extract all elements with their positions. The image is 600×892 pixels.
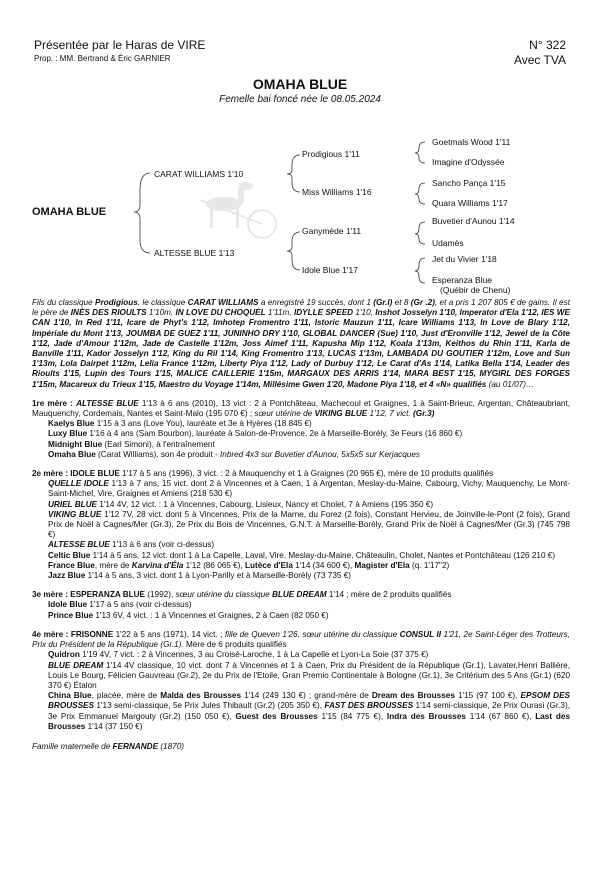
produce-item: Kaelys Blue 1'15 à 3 ans (Love You), lauréate et 3e à Hyères (18 845 €) xyxy=(48,419,312,429)
produce-item: Celtic Blue 1'14 à 5 ans, 12 vict. dont 1 à La Capelle, Laval, Vire, Meslay-du-Maine, Châteaulin, Cholet, Nantes et Pontchâteau (126 210 €) xyxy=(48,550,556,560)
pedigree-sire-sire: Prodigious 1'11 xyxy=(302,149,360,159)
produce-item: Idole Blue 1'17 à 5 ans (voir ci-dessus) xyxy=(48,600,192,610)
tax-info: Avec TVA xyxy=(513,53,566,67)
produce-item: France Blue, mère de Karvina d'Éla 1'12 (86 065 €), Lutèce d'Ela 1'14 (34 600 €), Magister d'Ela (q. 1'17"2) xyxy=(48,560,450,570)
pedigree-dam-dam: Idole Blue 1'17 xyxy=(302,265,358,275)
fourth-dam: 4e mère : FRISONNE 1'22 à 5 ans (1971), 14 vict. ; fille de Queven 1'26, sœur utérine du classique CONSUL II 1'21, 2e Saint-Léger des Trotteurs, Prix du Président de la République (Gr.1). Mère de 6 produits qualifiés xyxy=(32,629,570,650)
pedigree-dam: ALTESSE BLUE 1'13 xyxy=(154,248,235,258)
pedigree-ssd: Imagine d'Odyssée xyxy=(432,157,505,167)
pedigree-subject: OMAHA BLUE xyxy=(32,206,107,218)
produce-item: BLUE DREAM 1'14 4V classique, 10 vict. dont 7 à Vincennes et 1 à Caen, Prix du Président de la République (Gr.1), Lavater,Henri Ballière, Louis Le Bourg, Félicien Gauvreau (Gr.2), 2e du Prix de l'Etoile, Gran Premio Continentale à Bologne (Gr.1), 3e Critérium des 5 Ans (Gr.1) (620 370 €) Étalon xyxy=(48,660,570,690)
intro-paragraph: Fils du classique Prodigious, le classique CARAT WILLIAMS a enregistré 19 succès, dont 1 (Gr.I) et 8 (Gr .2), et a pris 1 207 805 € de gains. Il est le père de INÈS DES RIOULTS 1'10m, IN LOVE DU CHOQUEL 1'11m, IDYLLE SPEED 1'10, Inshot Josselyn 1'10, Imperator d'Ela 1'12, IES WE CAN 1'10, In Red 1'11, Icare de Phyt's 1'12, Imhotep Fromentro 1'11, Istoric Mauzun 1'11, Icare Williams 1'13, In Love de Blary 1'12, Impériale du Mont 1'13, JOUMBA DE GUEZ 1'11, JUNINHO DRY 1'10, GLOBAL DANCER (Sue) 1'10, Just d'Eronville 1'12, Jewel de la Côte 1'12, Jade d'Amour 1'12m, Jade de Castelle 1'12m, Joss Aimef 1'11, Kapusha Mip 1'12, Koala 1'13m, Keithos du Rhin 1'11, Karla de Banville 1'11, Kador Josselyn 1'12, King du Ril 1'14, King Fromentro 1'13, LUCAS 1'13m, LAMBADA DU GOUTIER 1'12m, Love and Sun 1'13m, Lola Dairpet 1'12m, Lelia France 1'12m, Liberty Piya 1'12, Lady of Durbuy 1'12, Le Carat d'As 1'14, Latika Bella 1'14, Leader des Rioults 1'15, Lupin des Tours 1'15, MALICE CAILLERIE 1'15m, MARGAUX DES ARRIS 1'14, MARA BEST 1'15, MYGIRL DES FORGES 1'15m, Macareux du Trieux 1'15, Maestro du Voyage 1'14m, Millésime Gwen 1'20, Madone Piya 1'18, et 4 «N» qualifiés (au 01/07)… xyxy=(32,298,570,389)
produce-item: China Blue, placée, mère de Malda des Brousses 1'14 (249 130 €) ; grand-mère de Dream des Brousses 1'15 (97 100 €), EPSOM DES BROUSSES 1'13 semi-classique, 5e Prix Jules Thibault (Gr.2) (205 350 €), FAST DES BROUSSES 1'14 semi-classique, 2e Prix Ourasi (Gr.3), 3e Prix Emmanuel Margouty (Gr.2) (150 050 €), Guest des Brousses 1'15 (84 775 €), Indra des Brousses 1'14 (67 860 €), Last des Brousses 1'14 (37 150 €) xyxy=(48,691,570,731)
produce-item: Midnight Blue (Earl Simoni), à l'entraînement xyxy=(48,439,215,449)
pedigree-sire-dam: Miss Williams 1'16 xyxy=(302,187,372,197)
second-dam: 2e mère : IDOLE BLUE 1'17 à 5 ans (1996), 3 vict. : 2 à Mauquenchy et 1 à Graignes (20 965 €), mère de 10 produits qualifiés xyxy=(32,469,494,479)
owners: Prop. : MM. Bertrand & Éric GARNIER xyxy=(34,54,171,63)
catalogue-text xyxy=(32,298,570,760)
produce-item: Prince Blue 1'13 6V, 4 vict. : 1 à Vincennes et Graignes, 2 à Caen (82 050 €) xyxy=(48,610,329,620)
first-dam: 1re mère : ALTESSE BLUE 1'13 à 6 ans (2010), 13 vict : 2 à Pontchâteau, Machecoul et Graignes, 1 à Saint-Brieuc, Argentan, Châteaubriant, Mauquenchy, Cordemais, Nantes et Saint-Malo (195 070 €) ; sœur utérine de VIKING BLUE 1'12, 7 vict. (Gr.3) xyxy=(32,398,570,419)
lot-number: N° 322 xyxy=(529,38,566,52)
produce-item: QUELLE IDOLE 1'13 à 7 ans, 15 vict. dont 2 à Vincennes et à Caen, 1 à Argentan, Meslay-du-Maine, Cabourg, Vichy, Mauquenchy, Le Mont- Saint-Michel, Vire, Graignes et Amiens (218 530 €) xyxy=(48,479,570,499)
produce-item: ALTESSE BLUE 1'13 à 6 ans (voir ci-dessus) xyxy=(48,540,215,550)
pedigree-brackets xyxy=(0,0,600,300)
pedigree-dds: Jet du Vivier 1'18 xyxy=(432,254,497,264)
pedigree-ddd-sire: (Québir de Chenu) xyxy=(440,285,511,295)
produce-item: URIEL BLUE 1'14 4V, 12 vict. : 1 à Vincennes, Cabourg, Lisieux, Nancy et Cholet, 7 à Amiens (195 350 €) xyxy=(48,499,434,509)
third-dam: 3e mère : ESPERANZA BLUE (1992), sœur utérine du classique BLUE DREAM 1'14 ; mère de 2 produits qualifiés xyxy=(32,590,452,600)
pedigree-ddd: Esperanza Blue xyxy=(432,275,493,285)
pedigree-sdd: Quara Williams 1'17 xyxy=(432,198,508,208)
pedigree-dsd: Udamès xyxy=(432,238,464,248)
maternal-family: Famille maternelle de FERNANDE (1870) xyxy=(32,741,184,751)
pedigree-sss: Goetmals Wood 1'11 xyxy=(432,137,511,147)
produce-item: Quidron 1'19 4V, 7 vict. : 2 à Vincennes, 3 au Croisé-Laroche, 1 à La Capelle et Lyon-La Soie (37 375 €) xyxy=(48,650,429,660)
horse-description: Femelle bai foncé née le 08.05.2024 xyxy=(219,94,381,105)
produce-item: Luxy Blue 1'16 à 4 ans (Sam Bourbon), lauréate à Salon-de-Provence, 2e à Marseille-Borély, 3e Feurs (16 860 €) xyxy=(48,429,463,439)
pedigree-sds: Sancho Pança 1'15 xyxy=(432,178,506,188)
pedigree-sire: CARAT WILLIAMS 1'10 xyxy=(154,169,244,179)
produce-item: Jazz Blue 1'14 à 5 ans, 3 vict. dont 1 à Lyon-Parilly et à Marseille-Borély (73 735 €) xyxy=(48,571,351,581)
trotter-silhouette-icon xyxy=(200,182,276,238)
produce-item: Omaha Blue (Carat Williams), son 4e produit - Inbred 4x3 sur Buvetier d'Aunou, 5x5x5 sur Kerjacques xyxy=(48,449,420,459)
horse-name: OMAHA BLUE xyxy=(252,76,348,92)
pedigree-dam-sire: Ganymède 1'11 xyxy=(302,226,362,236)
produce-item: VIKING BLUE 1'12 7V, 28 vict. dont 5 à Vincennes, Prix de la Marne, du Forez (2 fois), Constant Hervieu, de Joinville-le-Pont (2 fois), Grand Prix de Noël à Cagnes/Mer (Gr.3), 2e Prix du Bois de Vincennes, G.N.T. à Marseille-Borély, Grand Prix de Noël à Cagnes/Mer (Gr.3) (745 798 €) xyxy=(48,509,570,540)
pedigree-dss: Buvetier d'Aunou 1'14 xyxy=(432,216,515,226)
presenter: Présentée par le Haras de VIRE xyxy=(34,38,206,52)
